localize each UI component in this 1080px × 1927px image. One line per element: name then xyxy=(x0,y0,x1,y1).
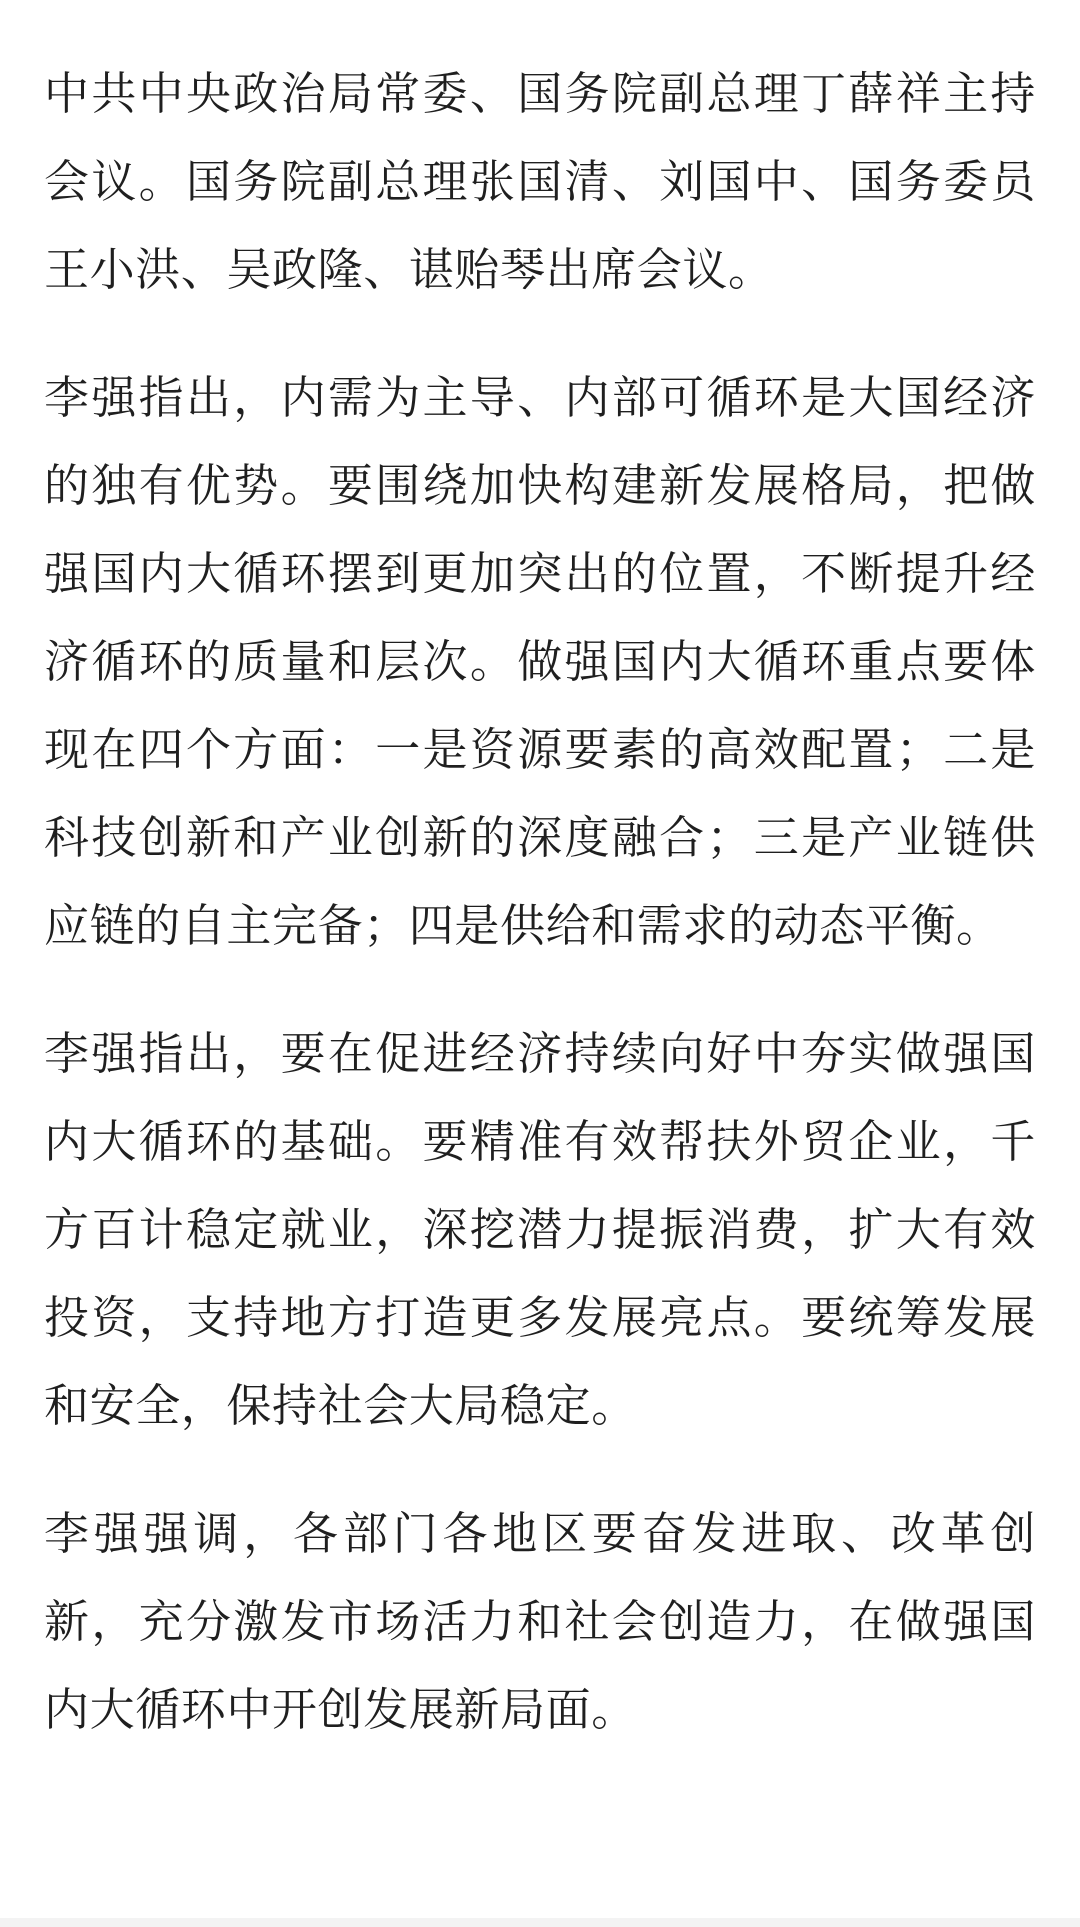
section-divider xyxy=(0,1918,1080,1927)
article-paragraph: 李强指出，要在促进经济持续向好中夯实做强国内大循环的基础。要精准有效帮扶外贸企业，千方百计稳定就业，深挖潜力提振消费，扩大有效投资，支持地方打造更多发展亮点。要统筹发展和安全，保持社会大局稳定。 xyxy=(44,1027,1036,1432)
article-paragraph: 中共中央政治局常委、国务院副总理丁薛祥主持会议。国务院副总理张国清、刘国中、国务委员王小洪、吴政隆、谌贻琴出席会议。 xyxy=(44,67,1036,296)
article-paragraph: 李强强调，各部门各地区要奋发进取、改革创新，充分激发市场活力和社会创造力，在做强国内大循环中开创发展新局面。 xyxy=(44,1507,1036,1736)
article-paragraph: 李强指出，内需为主导、内部可循环是大国经济的独有优势。要围绕加快构建新发展格局，把做强国内大循环摆到更加突出的位置，不断提升经济循环的质量和层次。做强国内大循环重点要体现在四个方面：一是资源要素的高效配置；二是科技创新和产业创新的深度融合；三是产业链供应链的自主完备；四是供给和需求的动态平衡。 xyxy=(44,371,1036,952)
